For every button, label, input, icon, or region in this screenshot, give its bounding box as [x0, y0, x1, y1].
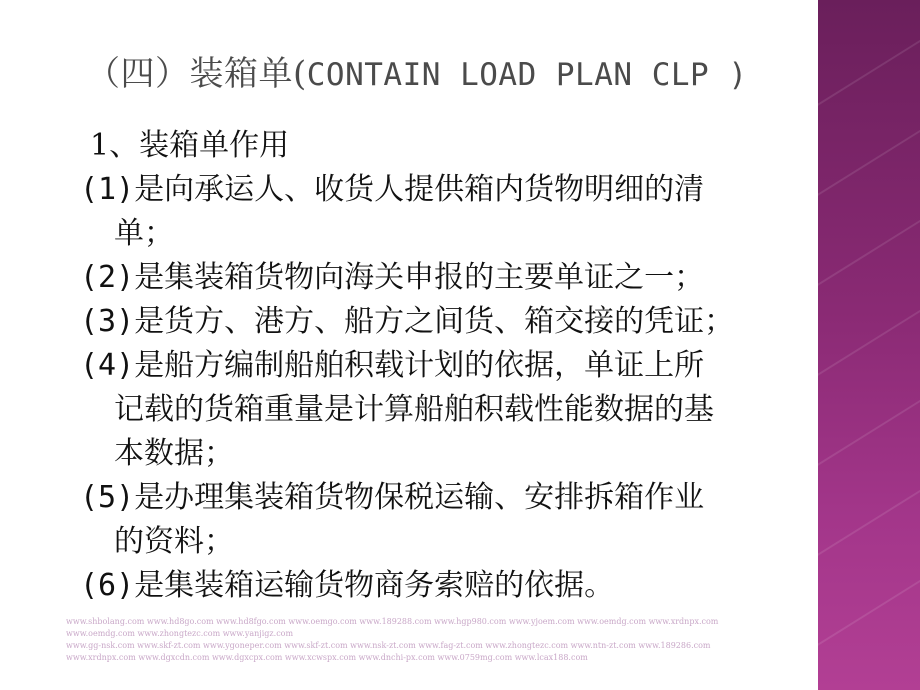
- item-number: (3): [80, 304, 135, 339]
- item-number: (1): [80, 172, 135, 207]
- item-number: (2): [80, 260, 135, 295]
- watermark-line: www.shbolang.com www.hd8go.com www.hd8fgo.com www.oemgo.com www.189288.com www.hgp980.com www.yjoem.com www.oemdg.com www.xrdnpx.com: [66, 617, 719, 626]
- list-item: [80, 344, 826, 476]
- item-text: 是办理集装箱货物保税运输、安排拆箱作业: [134, 480, 705, 515]
- slide-title-latin: CONTAIN LOAD PLAN CLP ): [306, 57, 748, 93]
- item-text: 是货方、港方、船方之间货、箱交接的凭证；: [134, 304, 735, 339]
- item-text-continued: 记载的货箱重量是计算船舶积载性能数据的基: [114, 392, 714, 427]
- item-text-continued: 单；: [114, 216, 174, 251]
- item-text-continued: 的资料；: [114, 524, 234, 559]
- watermark-links: [66, 616, 766, 664]
- item-text: 是船方编制船舶积载计划的依据，单证上所: [134, 348, 705, 383]
- watermark-line: www.oemdg.com www.zhongtezc.com www.yanjigz.com: [66, 629, 294, 638]
- item-number: (6): [80, 568, 135, 603]
- item-text: 是集装箱运输货物商务索赔的依据。: [134, 568, 615, 603]
- list-item: [80, 564, 826, 608]
- slide-title-chinese: （四）装箱单(: [86, 54, 307, 94]
- slide-title: [86, 46, 886, 95]
- list-item: [80, 168, 826, 256]
- list-item: [80, 300, 826, 344]
- watermark-line: www.gg-nsk.com www.skf-zt.com www.ygoneper.com www.skf-zt.com www.nsk-zt.com www.fag-zt.com www.zhongtezc.com www.ntn-zt.com www.189286.com: [66, 641, 711, 650]
- item-text: 是向承运人、收货人提供箱内货物明细的清: [134, 172, 705, 207]
- watermark-line: www.xrdnpx.com www.dgxcdn.com www.dgxcpx.com www.xcwspx.com www.dnchi-px.com www.0759mg.com www.lcax188.com: [66, 653, 588, 662]
- item-text: 是集装箱货物向海关申报的主要单证之一；: [134, 260, 705, 295]
- decorative-side-bar: [818, 0, 920, 690]
- item-text-continued: 本数据；: [114, 436, 234, 471]
- list-item: [80, 256, 826, 300]
- slide-body: [80, 124, 826, 608]
- item-number: (5): [80, 480, 135, 515]
- section-heading: 1、装箱单作用: [90, 128, 290, 163]
- list-item: [80, 476, 826, 564]
- item-number: (4): [80, 348, 135, 383]
